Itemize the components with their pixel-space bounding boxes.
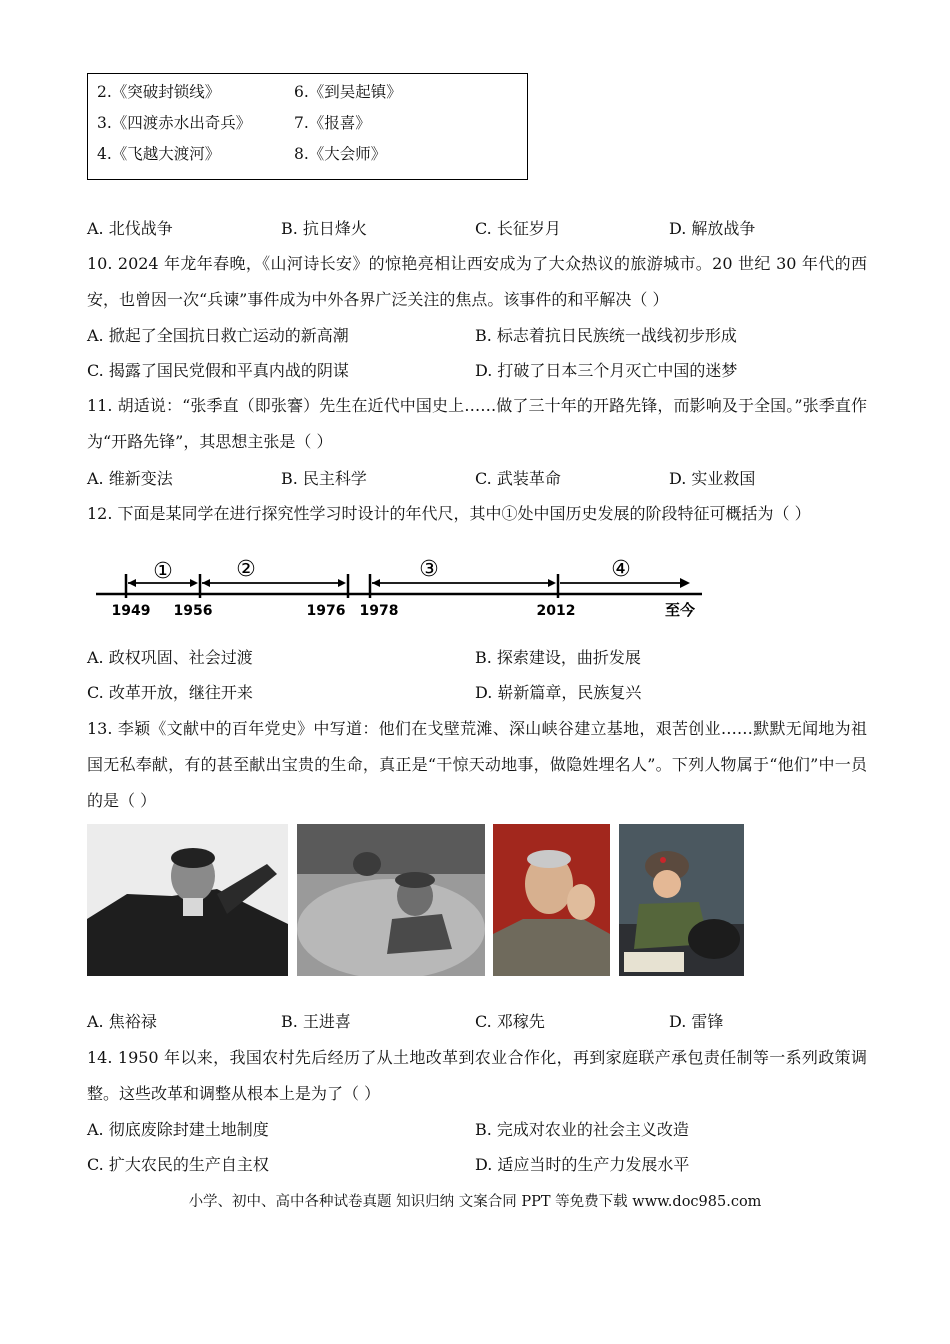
box-item: 2.《突破封锁线》 xyxy=(97,83,221,101)
photo-b-image xyxy=(297,824,485,976)
box-item: 8.《大会师》 xyxy=(294,145,387,163)
q13-option-a: A. 焦裕禄 xyxy=(87,1012,157,1031)
year-label: 至今 xyxy=(664,601,696,619)
arrow-head xyxy=(372,579,380,587)
timeline-figure xyxy=(90,552,710,624)
q13-option-b: B. 王进喜 xyxy=(281,1012,351,1031)
q11-stem: 11. 胡适说：“张季直（即张謇）先生在近代中国史上……做了三十年的开路先锋，而影响及于全国。”张季直作为“开路先锋”，其思想主张是（ ） xyxy=(87,396,867,451)
arrow-head xyxy=(338,579,346,587)
segment-label-2: ② xyxy=(236,557,256,582)
q10-option-a: A. 掀起了全国抗日救亡运动的新高潮 xyxy=(87,326,349,345)
q12-option-a: A. 政权巩固、社会过渡 xyxy=(87,648,253,667)
q11-option-a: A. 维新变法 xyxy=(87,469,173,488)
segment-label-3: ③ xyxy=(419,557,439,582)
q9-option-c: C. 长征岁月 xyxy=(475,219,561,238)
photo-c-image xyxy=(493,824,610,976)
q9-option-a: A. 北伐战争 xyxy=(87,219,173,238)
arrow-head xyxy=(548,579,556,587)
q13-option-d: D. 雷锋 xyxy=(669,1012,724,1031)
q10-option-b: B. 标志着抗日民族统一战线初步形成 xyxy=(475,326,737,345)
segment-label-1: ① xyxy=(153,559,173,584)
q10-option-d: D. 打破了日本三个月灭亡中国的迷梦 xyxy=(475,361,738,380)
photo-a-image xyxy=(87,824,288,976)
photo-b xyxy=(297,824,485,976)
q14-stem: 14. 1950 年以来，我国农村先后经历了从土地改革到农业合作化，再到家庭联产承包责任制等一系列政策调整。这些改革和调整从根本上是为了（ ） xyxy=(87,1048,867,1103)
q12-option-c: C. 改革开放，继往开来 xyxy=(87,683,253,702)
q12-option-b: B. 探索建设，曲折发展 xyxy=(475,648,641,667)
segment-label-4: ④ xyxy=(611,557,631,582)
box-item: 6.《到吴起镇》 xyxy=(294,83,402,101)
photo-a xyxy=(87,824,288,976)
year-label: 1976 xyxy=(306,603,346,619)
q10-option-c: C. 揭露了国民党假和平真内战的阴谋 xyxy=(87,361,349,380)
q14-option-a: A. 彻底废除封建土地制度 xyxy=(87,1120,269,1139)
q10-stem: 10. 2024 年龙年春晚，《山河诗长安》的惊艳亮相让西安成为了大众热议的旅游城市。20 世纪 30 年代的西安，也曾因一次“兵谏”事件成为中外各界广泛关注的焦点。该事件的和平解决（ ） xyxy=(87,254,867,309)
q11-option-d: D. 实业救国 xyxy=(669,469,756,488)
q14-option-c: C. 扩大农民的生产自主权 xyxy=(87,1155,269,1174)
q9-option-b: B. 抗日烽火 xyxy=(281,219,367,238)
q13-stem: 13. 李颖《文献中的百年党史》中写道：他们在戈壁荒滩、深山峡谷建立基地，艰苦创业……默默无闻地为祖国无私奉献，有的甚至献出宝贵的生命，真正是“干惊天动地事，做隐姓埋名人”。下列人物属于“他们”中一员的是（ ） xyxy=(87,719,867,810)
page-footer: 小学、初中、高中各种试卷真题 知识归纳 文案合同 PPT 等免费下载 www.doc985.com xyxy=(188,1194,762,1210)
q11-option-b: B. 民主科学 xyxy=(281,469,367,488)
arrow-head xyxy=(202,579,210,587)
q11-option-c: C. 武装革命 xyxy=(475,469,561,488)
q14-option-d: D. 适应当时的生产力发展水平 xyxy=(475,1155,690,1174)
q14-option-b: B. 完成对农业的社会主义改造 xyxy=(475,1120,689,1139)
song-list-box xyxy=(87,73,528,180)
year-label: 1956 xyxy=(173,603,213,619)
box-item: 3.《四渡赤水出奇兵》 xyxy=(97,114,252,132)
photo-d-image xyxy=(619,824,744,976)
year-label: 1978 xyxy=(359,603,399,619)
box-item: 7.《报喜》 xyxy=(294,114,371,132)
year-label: 2012 xyxy=(536,603,576,619)
q13-option-c: C. 邓稼先 xyxy=(475,1012,545,1031)
box-item: 4.《飞越大渡河》 xyxy=(97,145,221,163)
q12-stem: 12. 下面是某同学在进行探究性学习时设计的年代尺，其中①处中国历史发展的阶段特征可概括为（ ） xyxy=(87,504,811,523)
photo-c xyxy=(493,824,610,976)
year-label: 1949 xyxy=(111,603,151,619)
q12-option-d: D. 崭新篇章，民族复兴 xyxy=(475,683,642,702)
q9-option-d: D. 解放战争 xyxy=(669,219,756,238)
arrow-head xyxy=(190,579,198,587)
arrow-head xyxy=(128,579,136,587)
photo-d xyxy=(619,824,744,976)
arrow-head xyxy=(680,578,690,588)
